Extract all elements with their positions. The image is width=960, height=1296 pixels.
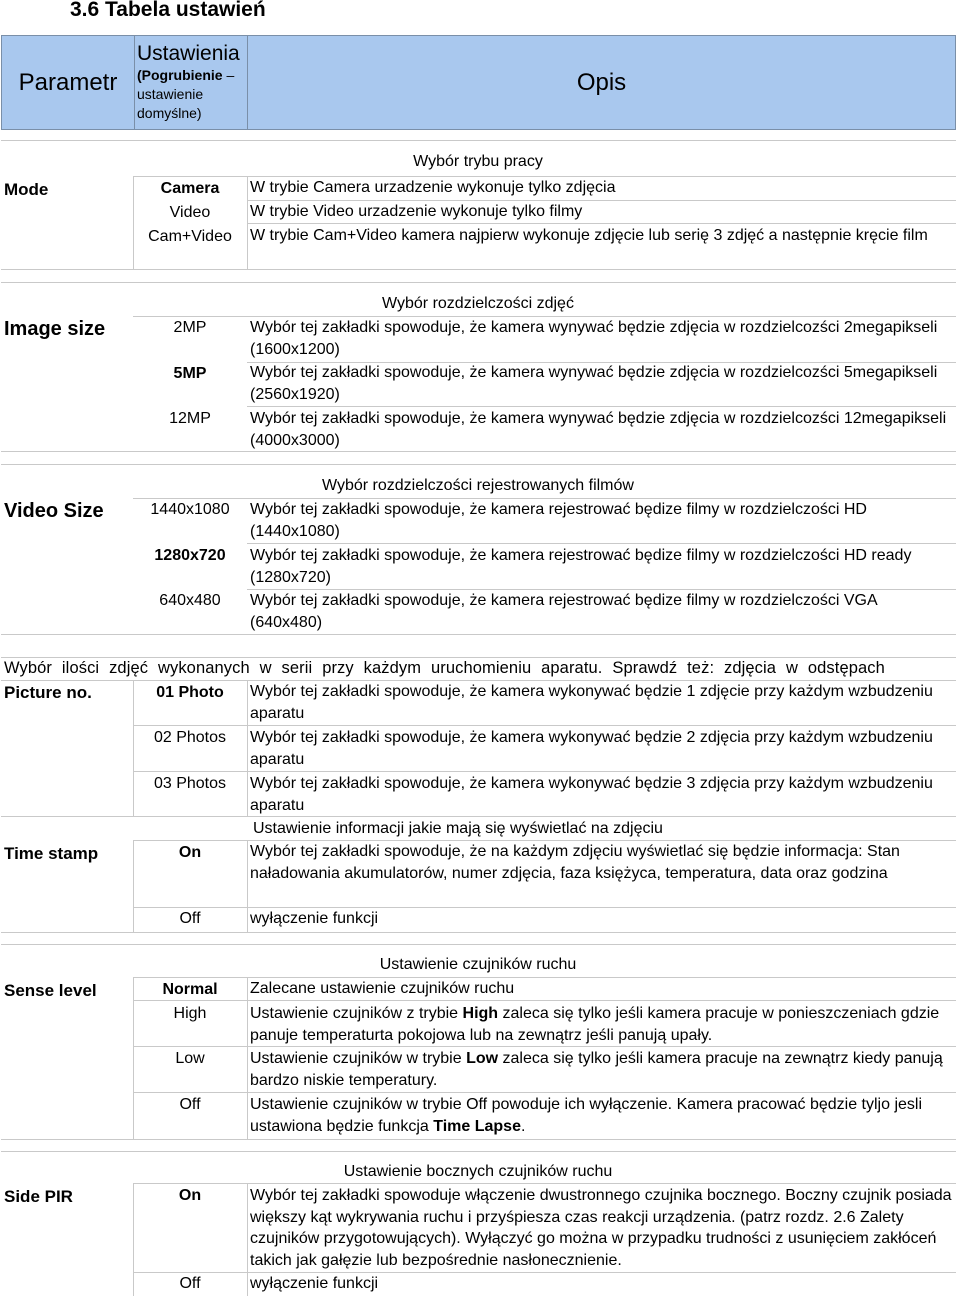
picture-val-2: 03 Photos <box>153 775 227 792</box>
picture-title: Wybór ilości zdjęć wykonanych w serii przy każdym uruchomieniu aparatu. Sprawdź też: zdjęcia w odstępach <box>4 659 885 677</box>
image-desc-1: Wybór tej zakładki spowoduje, że kamera wynywać będzie zdjęcia w rozdzielcozści 5megapikseli (2560x1920) <box>250 364 938 403</box>
header-settings-note-bold: (Pogrubienie <box>137 67 223 83</box>
pir-desc-1: wyłączenie funkcji <box>250 1275 379 1292</box>
pir-title: Ustawienie bocznych czujników ruchu <box>343 1163 613 1180</box>
sense-desc-1-bold: High <box>462 1005 499 1022</box>
sense-desc-1-pre: Ustawienie czujników z trybie <box>250 1005 463 1022</box>
mode-val-1: Video <box>169 204 211 221</box>
picture-desc-1: Wybór tej zakładki spowoduje, że kamera wykonywać będzie 2 zdjęcia przy każdym wzbudzeniu aparatu <box>250 729 933 768</box>
picture-desc-0: Wybór tej zakładki spowoduje, że kamera wykonywać będzie 1 zdjęcie przy każdym wzbudzeniu aparatu <box>250 683 933 722</box>
video-val-2: 640x480 <box>159 592 221 609</box>
sense-val-1: High <box>173 1005 207 1022</box>
mode-title: Wybór trybu pracy <box>413 153 543 170</box>
header-settings-note-rest: – ustawienie domyślne) <box>137 67 235 121</box>
header-desc: Opis <box>576 68 627 96</box>
image-desc-2: Wybór tej zakładki spowoduje, że kamera wynywać będzie zdjęcia w rozdzielcozści 12megapikseli (4000x3000) <box>250 410 947 449</box>
sense-val-3: Off <box>179 1096 201 1113</box>
mode-desc-1: W trybie Video urzadzenie wykonuje tylko filmy <box>250 203 583 220</box>
sense-param: Sense level <box>4 981 97 1000</box>
pir-param: Side PIR <box>4 1187 73 1206</box>
pir-val-0: On <box>178 1187 202 1204</box>
timestamp-val-0: On <box>178 844 202 861</box>
mode-val-0: Camera <box>160 180 220 197</box>
sense-val-0: Normal <box>162 981 218 998</box>
picture-desc-2: Wybór tej zakładki spowoduje, że kamera wykonywać będzie 3 zdjęcia przy każdym wzbudzeniu aparatu <box>250 775 933 814</box>
picture-param: Picture no. <box>4 683 92 702</box>
sense-desc-3-post: . <box>520 1117 526 1135</box>
picture-val-1: 02 Photos <box>153 729 227 746</box>
mode-val-2: Cam+Video <box>148 228 232 245</box>
timestamp-desc-0: Wybór tej zakładki spowoduje, że na każdym zdjęciu wyświetlać się będzie informacja: Stan naładowania akumulatorów, numer zdjęcia, faza księżyca, temperatura, data oraz godzina <box>250 843 900 882</box>
image-val-2: 12MP <box>169 410 211 427</box>
sense-desc-0: Zalecane ustawienie czujników ruchu <box>250 980 515 997</box>
sense-desc-3-pre: Ustawienie czujników w trybie Off powoduje ich wyłączenie. Kamera pracować będzie tyljo jesli ustawiona będzie funkcja <box>250 1096 923 1135</box>
header-settings-note <box>137 66 247 123</box>
sense-title: Ustawienie czujników ruchu <box>379 956 577 973</box>
sense-desc-2-post: zaleca się tylko jeśli kamera pracuje na zewnątrz kiedy panują bardzo niskie temperatury. <box>250 1050 943 1089</box>
image-val-0: 2MP <box>173 319 207 336</box>
video-param: Video Size <box>4 500 104 522</box>
table-header <box>1 35 956 130</box>
pir-desc-0: Wybór tej zakładki spowoduje włączenie dwustronnego czujnika bocznego. Boczny czujnik posiada większy kąt wykrywania ruchu i przyśpiesza czas reakcji urządzenia. (patrz rozdz. 2.6 Zalety czujników przygotowujących). Wyłączyć go można w przypadku trudności z usunięciem zakłóceń takich jak gałęzie lub bezpośrednie nasłonecznienie. <box>250 1187 952 1269</box>
sense-desc-2 <box>250 1048 952 1091</box>
sense-desc-2-pre: Ustawienie czujników w trybie <box>250 1050 467 1067</box>
image-title: Wybór rozdzielczości zdjęć <box>382 295 574 312</box>
video-desc-1: Wybór tej zakładki spowoduje, że kamera rejestrować będize filmy w rozdzielczości HD ready (1280x720) <box>250 547 912 586</box>
mode-param: Mode <box>4 180 49 199</box>
sense-desc-1-post: zaleca się tylko jeśli kamera pracuje w ponieszczeniach gdzie panuje temperaturta pokojowa lub na zewnątrz jeśli panują upały. <box>250 1005 940 1044</box>
sense-desc-1 <box>250 1003 952 1046</box>
video-desc-2: Wybór tej zakładki spowoduje, że kamera rejestrować będize filmy w rozdzielczości VGA (640x480) <box>250 592 877 631</box>
mode-desc-2: W trybie Cam+Video kamera najpierw wykonuje zdjęcie lub serię 3 zdjęć a następnie kręcie film <box>250 227 928 244</box>
header-param: Parametr <box>2 36 135 129</box>
header-settings-title: Ustawienia <box>137 42 240 65</box>
video-title: Wybór rozdzielczości rejestrowanych filmów <box>322 477 634 494</box>
image-param: Image size <box>4 318 106 340</box>
video-val-0: 1440x1080 <box>150 501 230 518</box>
image-val-1: 5MP <box>173 365 207 382</box>
video-desc-0: Wybór tej zakładki spowoduje, że kamera rejestrować będize filmy w rozdzielczości HD (1440x1080) <box>250 501 867 540</box>
section-heading: 3.6 Tabela ustawień <box>70 0 266 21</box>
timestamp-desc-1: wyłączenie funkcji <box>250 910 379 927</box>
picture-val-0: 01 Photo <box>156 684 224 701</box>
video-val-1: 1280x720 <box>154 547 226 564</box>
timestamp-val-1: Off <box>179 910 201 927</box>
mode-desc-0: W trybie Camera urzadzenie wykonuje tylko zdjęcia <box>250 179 616 196</box>
timestamp-title: Ustawienie informacji jakie mają się wyświetlać na zdjęciu <box>253 820 663 837</box>
pir-val-1: Off <box>179 1275 201 1292</box>
timestamp-param: Time stamp <box>4 844 99 863</box>
sense-val-2: Low <box>175 1050 205 1067</box>
image-desc-0: Wybór tej zakładki spowoduje, że kamera wynywać będzie zdjęcia w rozdzielcozści 2megapikseli (1600x1200) <box>250 319 938 358</box>
header-settings <box>134 36 248 129</box>
sense-desc-2-bold: Low <box>466 1050 499 1067</box>
sense-desc-3-bold: Time Lapse <box>433 1117 521 1135</box>
sense-desc-3 <box>250 1094 952 1137</box>
